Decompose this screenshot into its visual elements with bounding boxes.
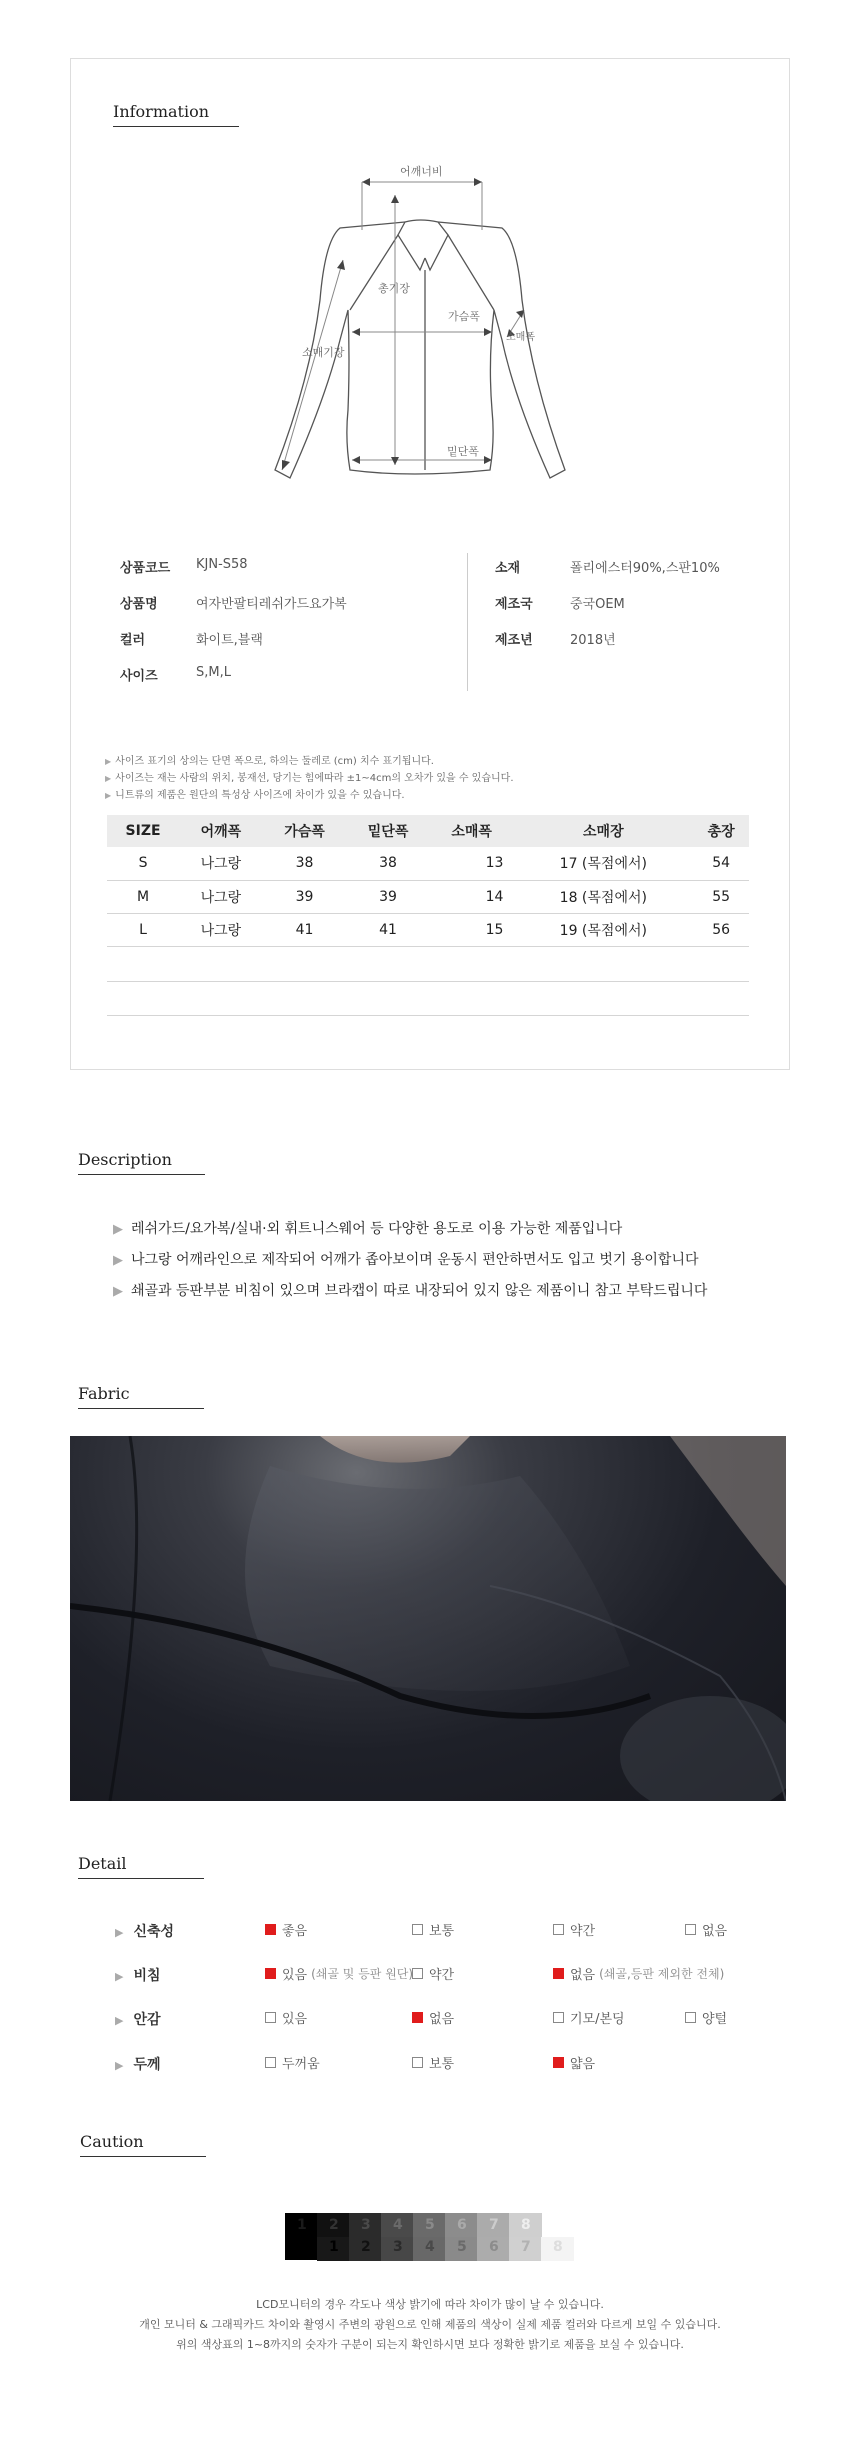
detail-option[interactable]: 보통 xyxy=(412,1920,454,1939)
checkbox-icon xyxy=(412,1924,423,1935)
table-cell: 39 xyxy=(263,880,347,913)
spec-label-code: 상품코드 xyxy=(120,561,171,576)
spec-divider xyxy=(467,553,468,691)
diagram-label-hem: 밑단폭 xyxy=(447,445,479,458)
table-cell: 38 xyxy=(263,847,347,880)
table-cell: L xyxy=(107,913,179,946)
detail-option[interactable]: 기모/본딩 xyxy=(553,2008,625,2027)
garment-measurement-diagram xyxy=(270,160,600,500)
table-empty-row xyxy=(107,1015,749,1016)
table-row xyxy=(107,847,749,880)
table-header-cell: 밑단폭 xyxy=(346,815,430,847)
detail-label-stretch: ▶ 신축성 xyxy=(115,1924,175,1940)
table-header-cell: SIZE xyxy=(107,815,179,847)
detail-option[interactable]: 약간 xyxy=(553,1920,595,1939)
triangle-icon: ▶ xyxy=(113,1284,123,1299)
diagram-label-shoulder: 어깨너비 xyxy=(400,165,443,178)
checkbox-checked-icon xyxy=(553,1968,564,1979)
diagram-label-sleeve-width: 소매폭 xyxy=(506,332,535,343)
table-header-cell: 가슴폭 xyxy=(263,815,347,847)
checkbox-checked-icon xyxy=(553,2057,564,2068)
spec-value-name: 여자반팔티레쉬가드요가복 xyxy=(196,597,347,612)
detail-option[interactable]: 있음 (쇄골 및 등판 원단) xyxy=(265,1964,413,1983)
triangle-icon: ▶ xyxy=(115,1926,124,1939)
spec-label-size: 사이즈 xyxy=(120,669,158,684)
spec-value-size: S,M,L xyxy=(196,665,231,680)
checkbox-icon xyxy=(553,1924,564,1935)
detail-option[interactable]: 없음 xyxy=(685,1920,727,1939)
caution-title: Caution xyxy=(80,2132,144,2151)
checkbox-icon xyxy=(553,2012,564,2023)
diagram-label-sleeve-length: 소매기장 xyxy=(302,346,345,359)
caution-line: LCD모니터의 경우 각도나 색상 밝기에 따라 차이가 많이 날 수 있습니다. xyxy=(256,2298,604,2311)
spec-value-country: 중국OEM xyxy=(570,597,625,612)
triangle-icon: ▶ xyxy=(115,2014,124,2027)
table-cell: S xyxy=(107,847,179,880)
table-row xyxy=(107,913,749,946)
table-header-cell: 어깨폭 xyxy=(179,815,263,847)
table-empty-row xyxy=(107,981,749,982)
spec-value-year: 2018년 xyxy=(570,633,616,648)
size-table-header xyxy=(107,815,749,847)
checkbox-icon xyxy=(265,2012,276,2023)
table-cell: 나그랑 xyxy=(179,880,263,913)
description-line: ▶ 나그랑 어깨라인으로 제작되어 어깨가 좁아보이며 운동시 편안하면서도 입고 벗기 용이합니다 xyxy=(113,1252,699,1268)
triangle-icon: ▶ xyxy=(113,1222,123,1237)
table-cell: 나그랑 xyxy=(179,913,263,946)
spec-value-color: 화이트,블랙 xyxy=(196,633,263,648)
diagram-label-chest: 가슴폭 xyxy=(448,310,480,323)
detail-label-lining: ▶ 안감 xyxy=(115,2012,161,2028)
description-title: Description xyxy=(78,1150,172,1169)
checkbox-icon xyxy=(265,2057,276,2068)
detail-option[interactable]: 약간 xyxy=(412,1964,454,1983)
size-note: ▶ 사이즈 표기의 상의는 단면 폭으로, 하의는 둘레로 (cm) 치수 표기됩니다. xyxy=(105,752,434,767)
table-cell: 55 xyxy=(693,880,749,913)
triangle-icon: ▶ xyxy=(115,1970,124,1983)
table-cell: M xyxy=(107,880,179,913)
table-cell: 41 xyxy=(263,913,347,946)
detail-option[interactable]: 양털 xyxy=(685,2008,727,2027)
caution-line: 위의 색상표의 1~8까지의 숫자가 구분이 되는지 확인하시면 보다 정확한 밝기로 제품을 보실 수 있습니다. xyxy=(176,2338,684,2351)
spec-label-country: 제조국 xyxy=(495,597,533,612)
checkbox-checked-icon xyxy=(265,1924,276,1935)
table-cell: 39 xyxy=(346,880,430,913)
size-note: ▶ 니트류의 제품은 원단의 특성상 사이즈에 차이가 있을 수 있습니다. xyxy=(105,786,405,801)
caution-line: 개인 모니터 & 그래픽카드 차이와 촬영시 주변의 광원으로 인해 제품의 색상이 실제 제품 컬러와 다르게 보일 수 있습니다. xyxy=(139,2318,721,2331)
description-line: ▶ 쇄골과 등판부분 비침이 있으며 브라캡이 따로 내장되어 있지 않은 제품이니 참고 부탁드립니다 xyxy=(113,1283,708,1299)
checkbox-icon xyxy=(412,2057,423,2068)
brightness-swatch-strip: 1 2 1 3 2 4 3 5 4 6 5 7 6 8 7 8 xyxy=(285,2213,574,2261)
table-header-cell: 총장 xyxy=(693,815,749,847)
detail-label-thickness: ▶ 두께 xyxy=(115,2057,161,2073)
table-cell: 나그랑 xyxy=(179,847,263,880)
detail-option[interactable]: 있음 xyxy=(265,2008,307,2027)
table-cell: 15 xyxy=(430,913,514,946)
diagram-label-length: 총기장 xyxy=(378,282,410,295)
table-cell: 19 (목점에서) xyxy=(513,913,693,946)
spec-value-code: KJN-S58 xyxy=(196,557,248,572)
fabric-photo xyxy=(70,1436,786,1801)
checkbox-checked-icon xyxy=(265,1968,276,1979)
checkbox-checked-icon xyxy=(412,2012,423,2023)
triangle-icon: ▶ xyxy=(113,1253,123,1268)
description-line: ▶ 레쉬가드/요가복/실내·외 휘트니스웨어 등 다양한 용도로 이용 가능한 제품입니다 xyxy=(113,1221,623,1237)
detail-option[interactable]: 없음 xyxy=(412,2008,454,2027)
table-cell: 18 (목점에서) xyxy=(513,880,693,913)
size-table xyxy=(107,815,749,947)
detail-option[interactable]: 얇음 xyxy=(553,2053,595,2072)
checkbox-icon xyxy=(685,2012,696,2023)
checkbox-icon xyxy=(412,1968,423,1979)
information-title: Information xyxy=(113,102,209,121)
table-row xyxy=(107,880,749,913)
table-cell: 38 xyxy=(346,847,430,880)
table-cell: 54 xyxy=(693,847,749,880)
triangle-icon: ▶ xyxy=(115,2059,124,2072)
detail-option[interactable]: 두꺼움 xyxy=(265,2053,320,2072)
spec-label-material: 소재 xyxy=(495,561,521,576)
detail-option[interactable]: 보통 xyxy=(412,2053,454,2072)
table-header-cell: 소매폭 xyxy=(430,815,514,847)
table-cell: 14 xyxy=(430,880,514,913)
table-cell: 56 xyxy=(693,913,749,946)
detail-option[interactable]: 없음 (쇄골,등판 제외한 전체) xyxy=(553,1964,724,1983)
table-cell: 41 xyxy=(346,913,430,946)
spec-label-year: 제조년 xyxy=(495,633,533,648)
table-cell: 17 (목점에서) xyxy=(513,847,693,880)
spec-label-name: 상품명 xyxy=(120,597,158,612)
detail-option[interactable]: 좋음 xyxy=(265,1920,307,1939)
table-header-cell: 소매장 xyxy=(513,815,693,847)
fabric-title: Fabric xyxy=(78,1384,130,1403)
size-note: ▶ 사이즈는 재는 사람의 위치, 봉재선, 당기는 힘에따라 ±1~4cm의 오차가 있을 수 있습니다. xyxy=(105,769,514,784)
spec-label-color: 컬러 xyxy=(120,633,146,648)
checkbox-icon xyxy=(685,1924,696,1935)
detail-title: Detail xyxy=(78,1854,127,1873)
table-cell: 13 xyxy=(430,847,514,880)
detail-label-sheerness: ▶ 비침 xyxy=(115,1968,161,1984)
spec-value-material: 폴리에스터90%,스판10% xyxy=(570,561,720,576)
